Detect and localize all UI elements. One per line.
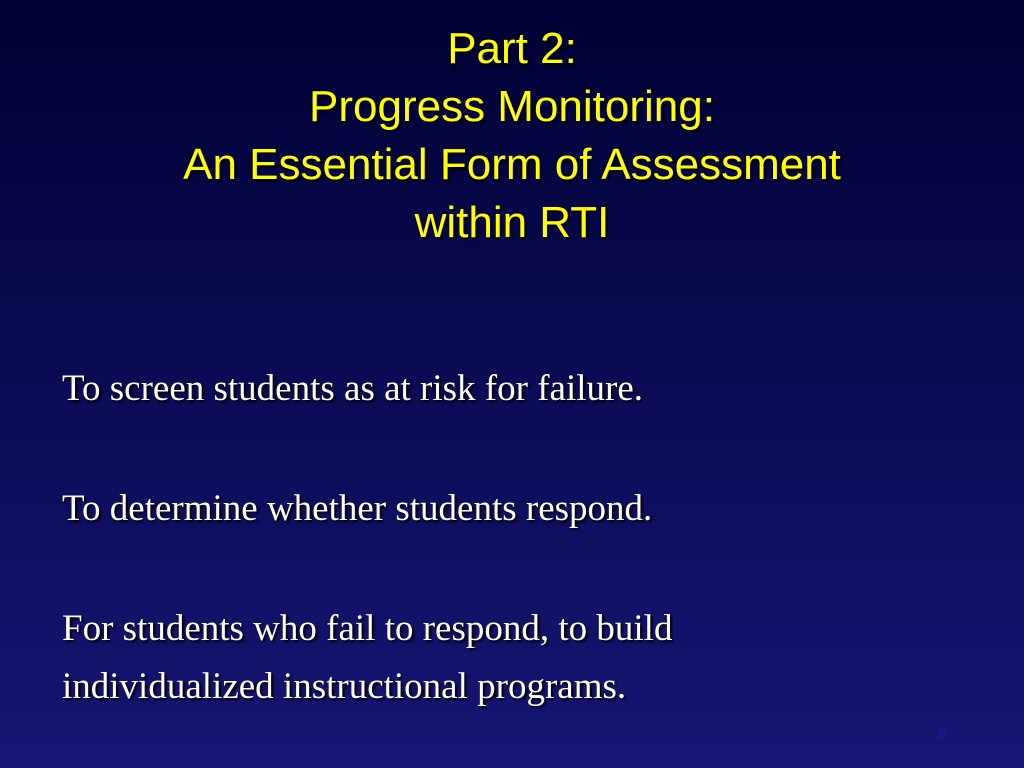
bullet-point-line: For students who fail to respond, to build bbox=[62, 608, 673, 649]
bullet-point-line: individualized instructional programs. bbox=[62, 666, 627, 707]
slide-number: 8 bbox=[938, 726, 946, 742]
title-line: within RTI bbox=[414, 198, 610, 247]
bullet-point: To determine whether students respond. bbox=[62, 488, 653, 529]
title-line: Part 2: bbox=[447, 24, 577, 73]
slide-body bbox=[62, 360, 962, 716]
slide-title bbox=[40, 20, 984, 252]
bullet-point: To screen students as at risk for failure. bbox=[62, 368, 643, 409]
title-line: An Essential Form of Assessment bbox=[183, 140, 841, 189]
bullet-point bbox=[62, 600, 962, 716]
title-line: Progress Monitoring: bbox=[309, 82, 715, 131]
